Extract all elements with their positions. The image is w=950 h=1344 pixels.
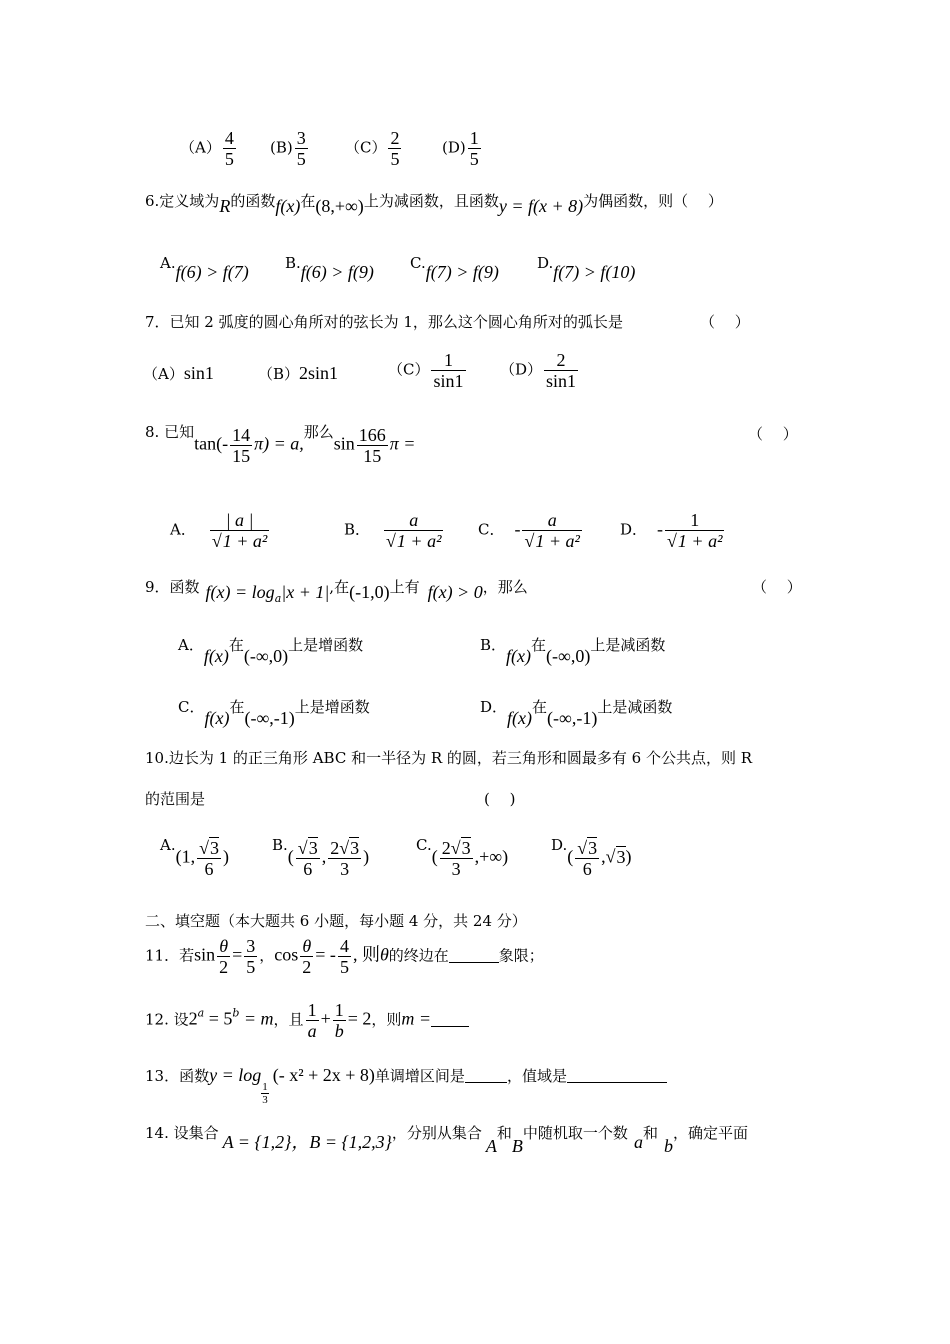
log-base-fraction — [261, 1081, 269, 1106]
radicand: 3 — [588, 838, 598, 858]
q9-text: ,在 — [329, 578, 350, 596]
set-symbol: R — [219, 196, 231, 216]
q14-text: 和 — [496, 1124, 512, 1142]
math-text: f(x) > 0 — [427, 582, 483, 602]
option-label: A. — [160, 836, 176, 854]
fraction — [357, 425, 388, 466]
numerator: a — [384, 510, 443, 531]
interval: (-1,0) — [349, 582, 390, 602]
denominator: 6 — [303, 859, 313, 879]
q8-option-c — [478, 510, 584, 551]
denominator: 5 — [469, 149, 479, 169]
fraction — [388, 128, 401, 169]
math-text: (1, — [175, 846, 196, 867]
denominator: sin1 — [546, 371, 577, 391]
question-7 — [145, 315, 623, 330]
radicand: 3 — [350, 838, 360, 858]
math-text: |x + 1| — [281, 582, 330, 602]
math-text: ( — [567, 846, 574, 867]
radicand: 1 + a² — [677, 531, 723, 551]
q9-text: 上是增函数 — [288, 636, 364, 654]
question-12 — [145, 1000, 469, 1041]
coefficient: 2 — [330, 838, 340, 858]
option-expr: f(6) > f(9) — [300, 262, 374, 282]
q9-text: 在 — [532, 698, 548, 716]
option-label: （A） — [143, 365, 184, 383]
q9-option-c — [178, 700, 370, 727]
numerator: 4 — [224, 128, 234, 148]
q6-text: 为偶函数，则（ ） — [583, 192, 723, 210]
q10-option-a — [160, 838, 229, 879]
denominator: sin1 — [433, 371, 464, 391]
math-text: 2 — [188, 1008, 198, 1029]
numerator: θ — [217, 936, 230, 957]
q6-option-a — [160, 256, 249, 281]
math-text: f(x) — [507, 708, 533, 728]
fraction — [210, 510, 269, 551]
q9-option-b — [480, 638, 665, 665]
fraction — [440, 838, 473, 879]
numerator: 2 — [390, 128, 400, 148]
option-label: D. — [551, 836, 568, 854]
denominator: 2 — [302, 957, 312, 977]
q11-text: 象限； — [498, 946, 544, 965]
q10-text: 的范围是 — [145, 790, 206, 808]
option-label: A． — [170, 520, 196, 539]
sign: - — [514, 518, 521, 539]
math-text: f(x) — [204, 708, 230, 728]
math-text: A = {1,2}，B = {1,2,3} — [222, 1132, 392, 1152]
q6-text: 上为减函数，且函数 — [363, 192, 499, 210]
math-text: sin — [333, 433, 355, 454]
numerator: θ — [300, 936, 313, 957]
numerator: √3 — [577, 838, 598, 858]
numerator: a — [522, 510, 581, 531]
set-symbol: B — [511, 1136, 523, 1156]
numerator: 1 — [262, 1081, 268, 1093]
q12-text: ，则 — [371, 1010, 402, 1029]
numerator: 166 — [358, 425, 386, 445]
option-label: B. — [285, 254, 301, 272]
q6-text: 在 — [300, 192, 316, 210]
math-text: + — [320, 1008, 331, 1029]
option-label: D. — [537, 254, 554, 272]
q8-paren — [748, 427, 798, 442]
option-label: B. — [272, 836, 288, 854]
numerator: 1 — [431, 350, 465, 371]
q6-option-d — [537, 256, 635, 281]
numerator: 2√3 — [441, 838, 471, 858]
math-text: tan(- — [194, 433, 229, 454]
denominator: 3 — [451, 859, 461, 879]
numerator: 1 — [665, 510, 724, 531]
math-text: m = — [401, 1008, 432, 1029]
section-title: 二、填空题（本大题共 6 小题，每小题 4 分，共 24 分） — [145, 912, 527, 930]
radicand: 3 — [461, 838, 471, 858]
math-text: , — [321, 846, 327, 867]
option-label: C． — [478, 520, 505, 539]
numerator: √3 — [199, 838, 219, 858]
q9-paren — [752, 580, 802, 595]
q13-text: ，值域是 — [506, 1067, 567, 1085]
q9-text: ，那么 — [482, 578, 528, 596]
math-text: ) — [625, 846, 632, 867]
option-label: C. — [410, 254, 426, 272]
fraction — [296, 838, 320, 879]
q8-option-b — [344, 510, 445, 551]
q14-text: 中随机取一个数 — [522, 1124, 628, 1142]
radicand: 3 — [616, 846, 626, 867]
q6-text: 的函数 — [230, 192, 276, 210]
answer-blank[interactable] — [567, 1068, 667, 1083]
fraction — [575, 838, 599, 879]
fraction — [333, 1000, 346, 1041]
math-text: , — [601, 846, 606, 867]
interval: (-∞,-1) — [244, 708, 295, 728]
numerator: 1 — [334, 1000, 344, 1020]
function-expr: f(x) — [275, 196, 301, 216]
numerator: 2 — [544, 350, 578, 371]
question-14 — [145, 1126, 748, 1155]
q10-option-d — [551, 838, 632, 879]
math-text: ( — [287, 846, 294, 867]
sqrt-expr: √3 — [605, 846, 626, 867]
q5-option-c — [345, 128, 403, 169]
q9-text: 上有 — [389, 578, 420, 596]
superscript: b — [232, 1006, 240, 1020]
math-text: f(x) = log — [205, 582, 275, 602]
option-label: B． — [344, 520, 371, 539]
math-text: f(x) — [203, 646, 229, 666]
numerator: 14 — [232, 425, 251, 445]
fraction — [197, 838, 221, 879]
interval: (-∞,0) — [243, 646, 289, 666]
fraction — [338, 936, 351, 977]
option-expr: f(6) > f(7) — [175, 262, 249, 282]
answer-paren: ( ) — [484, 790, 516, 808]
option-label: C. — [416, 836, 432, 854]
q11-text: 的终边在 — [388, 946, 449, 965]
fraction — [244, 936, 257, 977]
math-text: = - — [315, 944, 336, 965]
q7-option-c — [388, 350, 468, 391]
question-8 — [145, 425, 415, 466]
q14-text: 和 — [642, 1124, 658, 1142]
numerator: 4 — [339, 936, 349, 956]
q14-text: ，分别从集合 — [391, 1124, 482, 1142]
denominator: 6 — [582, 859, 592, 879]
numerator: 3 — [246, 936, 256, 956]
denominator: √1 + a² — [386, 531, 442, 551]
math-text: π) = a, — [254, 433, 304, 454]
option-label: C． — [178, 698, 205, 716]
q8-option-d — [620, 510, 726, 551]
q5-options — [180, 128, 238, 169]
fraction — [522, 510, 581, 551]
question-6 — [145, 194, 723, 215]
q8-option-a — [170, 510, 271, 551]
option-expr: f(7) > f(9) — [425, 262, 499, 282]
math-text: ,+∞) — [474, 846, 509, 867]
fraction — [328, 838, 361, 879]
question-10-line1 — [145, 751, 752, 766]
option-label: A． — [178, 636, 204, 654]
q9-prefix: 9．函数 — [145, 578, 200, 596]
q7-option-b — [258, 364, 338, 382]
numerator: √3 — [297, 838, 318, 858]
q13-text: 单调增区间是 — [374, 1067, 465, 1085]
option-label: （C） — [388, 360, 430, 379]
radicand: 1 + a² — [535, 531, 580, 551]
coefficient: 2 — [441, 838, 451, 858]
q5-option-b — [270, 128, 310, 169]
function-expr: y = f(x + 8) — [498, 196, 584, 216]
q9-text: 在 — [229, 698, 245, 716]
variable: a — [633, 1132, 643, 1152]
math-text: cos — [274, 944, 299, 965]
fraction — [300, 936, 313, 977]
interval: (-∞,0) — [546, 646, 591, 666]
fraction — [544, 350, 578, 391]
denominator: 5 — [339, 957, 349, 977]
radicand: 3 — [210, 838, 219, 858]
denominator: 3 — [340, 859, 350, 879]
fraction — [230, 425, 252, 466]
option-label: （C） — [345, 138, 387, 157]
q12-prefix: 12. 设 — [145, 1010, 189, 1029]
option-expr: sin1 — [183, 363, 214, 383]
q10-paren — [484, 792, 515, 807]
fraction — [223, 128, 236, 169]
fraction — [665, 510, 724, 551]
denominator: 2 — [219, 957, 229, 977]
math-text: = 2 — [347, 1008, 372, 1029]
answer-paren: （ ） — [752, 578, 802, 596]
q12-text: ，且 — [273, 1010, 304, 1029]
q9-option-d — [480, 700, 672, 727]
question-13 — [145, 1066, 667, 1106]
math-text: , 则 — [352, 944, 380, 965]
denominator: 6 — [204, 859, 214, 879]
q7-paren — [700, 315, 750, 330]
fraction — [384, 510, 443, 551]
option-label: （D） — [500, 360, 543, 379]
radicand: 1 + a² — [222, 531, 268, 551]
denominator: a — [307, 1021, 317, 1041]
option-label: (D) — [442, 138, 466, 157]
q8-prefix: 8. 已知 — [145, 423, 195, 441]
answer-blank[interactable] — [465, 1068, 507, 1083]
q9-text: 上是减函数 — [597, 698, 673, 716]
denominator: 3 — [262, 1094, 268, 1106]
math-text: = m — [239, 1008, 274, 1029]
option-label: (B) — [270, 138, 293, 157]
q7-option-a — [143, 364, 214, 382]
q6-option-c — [410, 256, 499, 281]
question-11 — [145, 936, 544, 977]
q9-text: 在 — [228, 636, 244, 654]
q6-prefix: 6.定义域为 — [145, 192, 220, 210]
q14-prefix: 14. 设集合 — [145, 1124, 219, 1142]
q5-option-d — [442, 128, 483, 169]
q9-text: 上是减函数 — [590, 636, 666, 654]
question-9 — [145, 580, 528, 604]
denominator: √1 + a² — [667, 531, 723, 551]
denominator: √1 + a² — [211, 531, 268, 551]
math-text: sin — [194, 944, 216, 965]
q11-prefix: 11．若 — [145, 946, 195, 965]
math-text: ) — [223, 846, 229, 867]
superscript: a — [197, 1006, 205, 1020]
option-expr: f(7) > f(10) — [553, 262, 636, 282]
q13-prefix: 13．函数 — [145, 1067, 210, 1085]
math-text: π = — [389, 433, 416, 454]
answer-blank[interactable] — [449, 948, 499, 963]
sign: - — [657, 518, 664, 539]
option-label: B． — [480, 636, 507, 654]
numerator: | a | — [210, 510, 269, 531]
q7-text: 7．已知 2 弧度的圆心角所对的弦长为 1，那么这个圆心角所对的弧长是 — [145, 313, 623, 331]
q10-text: 10.边长为 1 的正三角形 ABC 和一半径为 R 的圆，若三角形和圆最多有 6 个公共点，则 R — [145, 749, 753, 767]
math-text: θ — [379, 944, 389, 965]
q10-option-b — [272, 838, 369, 879]
fraction — [468, 128, 481, 169]
numerator: 3 — [296, 128, 306, 148]
fraction — [306, 1000, 319, 1041]
math-text: (- x² + 2x + 8) — [272, 1065, 375, 1085]
denominator: 5 — [296, 149, 306, 169]
numerator: 1 — [469, 128, 479, 148]
radicand: 3 — [308, 838, 318, 858]
option-label: （B） — [258, 365, 300, 383]
denominator: 5 — [390, 149, 400, 169]
q10-option-c — [416, 838, 508, 879]
radicand: 1 + a² — [396, 531, 442, 551]
answer-paren: （ ） — [748, 425, 798, 443]
log-base: a — [274, 592, 282, 605]
denominator: 5 — [246, 957, 256, 977]
answer-blank[interactable] — [431, 1012, 469, 1027]
option-label: A. — [160, 254, 176, 272]
option-label: D． — [480, 698, 508, 716]
q9-text: 上是增函数 — [294, 698, 370, 716]
math-text: ( — [431, 846, 438, 867]
answer-paren: （ ） — [700, 313, 750, 331]
question-10-line2 — [145, 792, 205, 807]
denominator: 5 — [224, 149, 234, 169]
q6-option-b — [285, 256, 374, 281]
denominator: 15 — [232, 446, 251, 466]
math-text: ) — [363, 846, 370, 867]
q8-text: 那么 — [303, 423, 334, 441]
math-text: y = log — [209, 1065, 262, 1085]
option-expr: 2sin1 — [299, 363, 339, 383]
numerator: 2√3 — [330, 838, 360, 858]
denominator: 15 — [363, 446, 382, 466]
separator: ， — [259, 946, 275, 965]
q7-option-d — [500, 350, 580, 391]
option-label: D． — [620, 520, 648, 539]
variable: b — [663, 1136, 673, 1156]
fraction — [295, 128, 308, 169]
q9-text: 在 — [531, 636, 547, 654]
math-text: f(x) — [506, 646, 532, 666]
q9-option-a — [178, 638, 363, 665]
numerator: 1 — [307, 1000, 317, 1020]
math-text: = 5 — [204, 1008, 233, 1029]
denominator: √1 + a² — [524, 531, 580, 551]
math-text: = — [232, 944, 243, 965]
section-2-title — [145, 914, 527, 929]
fraction — [431, 350, 465, 391]
denominator: b — [334, 1021, 344, 1041]
interval: (8,+∞) — [315, 196, 364, 216]
option-label: （A） — [180, 138, 221, 157]
q14-text: ，确定平面 — [672, 1124, 748, 1142]
set-symbol: A — [485, 1136, 497, 1156]
fraction — [217, 936, 230, 977]
interval: (-∞,-1) — [547, 708, 598, 728]
